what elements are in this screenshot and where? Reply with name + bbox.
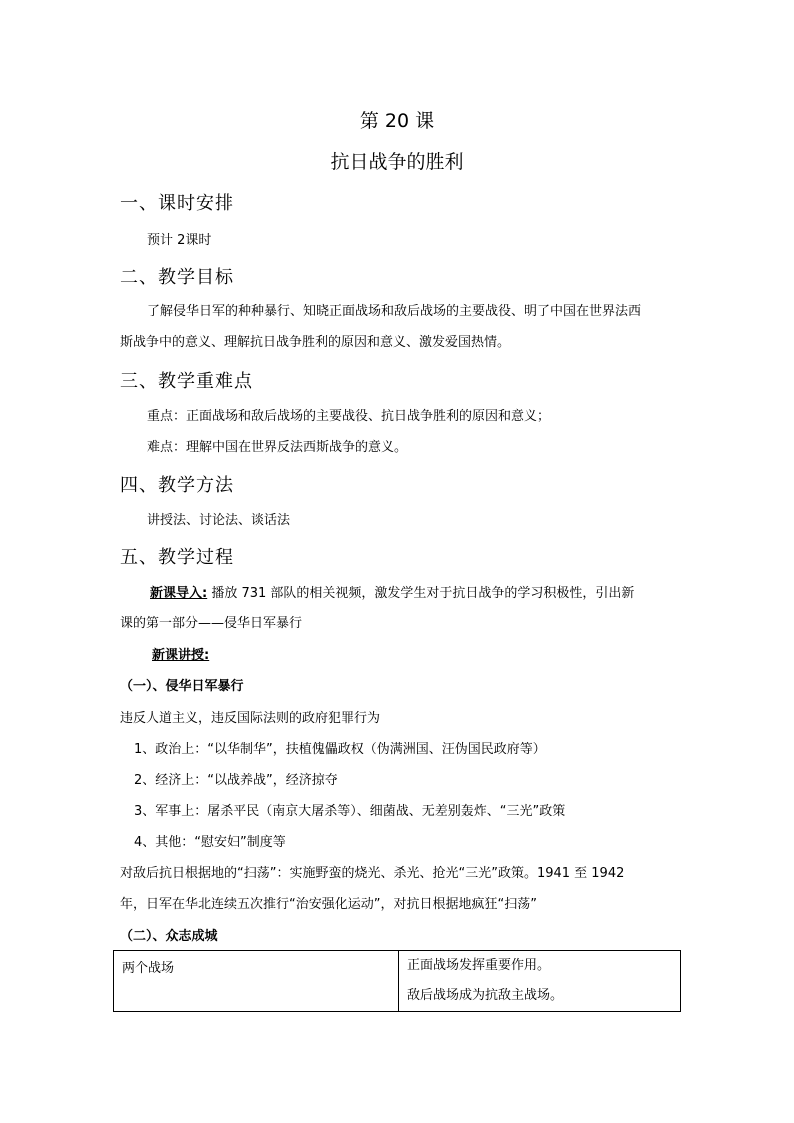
table-cell-roles <box>399 951 681 1012</box>
battlefields-table <box>113 950 681 1012</box>
mopup-line-2: 年，日军在华北连续五次推行“治安强化运动”，对抗日根据地疯狂“扫荡” <box>120 897 537 912</box>
section-heading-key-points: 三、教学重难点 <box>120 371 253 392</box>
part2-title: （二）、众志成城 <box>120 929 218 944</box>
section-heading-process: 五、教学过程 <box>120 547 234 568</box>
section-heading-goals: 二、教学目标 <box>120 267 234 288</box>
goals-line-1: 了解侵华日军的种种暴行、知晓正面战场和敌后战场的主要战役、明了中国在世界法西 <box>147 304 642 319</box>
intro-label: 新课导入: <box>150 586 208 601</box>
intro-paragraph-line-1 <box>150 582 634 601</box>
lecture-label: 新课讲授: <box>152 648 210 663</box>
part1-title: （一）、侵华日军暴行 <box>120 679 244 694</box>
list-item: 1、政治上：“以华制华”，扶植傀儡政权（伪满洲国、汪伪国民政府等） <box>134 742 546 757</box>
table-role-front: 正面战场发挥重要作用。 <box>407 958 551 973</box>
section-heading-methods: 四、教学方法 <box>120 475 234 496</box>
section-heading-schedule: 一、课时安排 <box>120 193 234 214</box>
lesson-number: 第 20 课 <box>359 110 435 132</box>
intro-text: 播放 731 部队的相关视频，激发学生对于抗日战争的学习积极性，引出新 <box>207 586 635 601</box>
lesson-title: 抗日战争的胜利 <box>330 151 464 173</box>
focus-text: 重点：正面战场和敌后战场的主要战役、抗日战争胜利的原因和意义； <box>147 409 551 424</box>
list-item: 3、军事上：屠杀平民（南京大屠杀等）、细菌战、无差别轰炸、“三光”政策 <box>134 804 566 819</box>
intro-paragraph-line-2: 课的第一部分——侵华日军暴行 <box>120 616 303 631</box>
methods-text: 讲授法、讨论法、谈话法 <box>147 513 291 528</box>
difficulty-text: 难点：理解中国在世界反法西斯战争的意义。 <box>147 440 408 455</box>
table-row <box>114 951 681 1012</box>
list-item: 2、经济上：“以战养战”，经济掠夺 <box>134 773 338 788</box>
table-cell-battlefields: 两个战场 <box>114 951 399 1012</box>
list-item: 4、其他：“慰安妇”制度等 <box>134 835 286 850</box>
schedule-text: 预计 2课时 <box>147 233 212 248</box>
part1-summary: 违反人道主义，违反国际法则的政府犯罪行为 <box>120 711 381 726</box>
table-role-rear: 敌后战场成为抗敌主战场。 <box>407 988 564 1003</box>
goals-line-2: 斯战争中的意义、理解抗日战争胜利的原因和意义、激发爱国热情。 <box>120 335 511 350</box>
mopup-line-1: 对敌后抗日根据地的“扫荡”：实施野蛮的烧光、杀光、抢光“三光”政策。1941 至 1942 <box>120 866 625 881</box>
